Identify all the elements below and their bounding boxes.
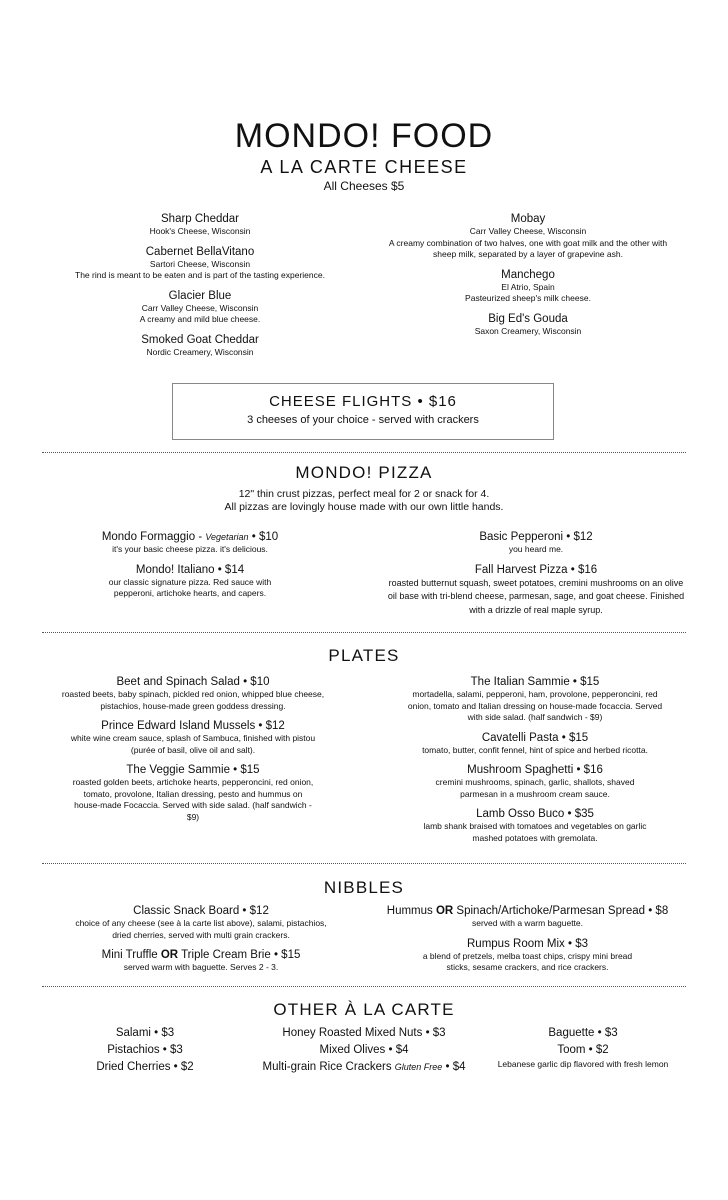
nibbles-heading: NIBBLES [323, 878, 405, 897]
pizza-intro-line: All pizzas are lovingly house made with our own little hands. [224, 501, 504, 513]
menu-item-name: Salami • $3 [115, 1027, 175, 1039]
menu-item [48, 675, 338, 712]
cheese-flights-title: CHEESE FLIGHTS • $16 [269, 393, 457, 410]
menu-item-name: Baguette • $3 [548, 1027, 618, 1039]
menu-item-name: Mushroom Spaghetti • $16 [467, 764, 603, 776]
cheese-flights-box [172, 383, 554, 440]
menu-item-desc: roasted beets, baby spinach, pickled red onion, whipped blue cheese, pistachios, house-made green goddess dressing. [61, 689, 325, 711]
menu-item-name: Fall Harvest Pizza • $16 [474, 563, 598, 576]
menu-item-name: Honey Roasted Mixed Nuts • $3 [282, 1027, 446, 1039]
menu-item-desc: served with a warm baguette. [471, 918, 584, 928]
menu-item-title: Spinach/Artichoke/Parmesan Spread • $8 [453, 905, 669, 917]
other-col-3 [488, 1025, 678, 1071]
cheese-name: Smoked Goat Cheddar [141, 333, 259, 346]
menu-item-title: Mini Truffle [101, 949, 161, 961]
cheese-maker: Hook's Cheese, Wisconsin [149, 226, 251, 236]
menu-item [400, 807, 670, 844]
cheese-name: Big Ed's Gouda [488, 312, 568, 325]
cheese-item [388, 312, 668, 338]
menu-item-name [370, 904, 685, 918]
nibbles-right-column [370, 904, 685, 981]
menu-item-title: Mondo Formaggio - [101, 531, 206, 543]
cheese-price-note: All Cheeses $5 [323, 179, 405, 193]
cheese-name: Glacier Blue [168, 289, 232, 302]
pizza-heading: MONDO! PIZZA [295, 463, 433, 482]
menu-item-title: Triple Cream Brie • $15 [178, 949, 301, 961]
menu-item [90, 530, 290, 556]
divider [42, 863, 686, 864]
menu-item-desc: our classic signature pizza. Red sauce with pepperoni, artichoke hearts, and capers. [108, 576, 272, 598]
cheese-name: Manchego [501, 268, 555, 281]
cheese-desc: A creamy and mild blue cheese. [139, 314, 261, 324]
menu-item-name: Prince Edward Island Mussels • $12 [101, 720, 285, 732]
cheese-desc: Pasteurized sheep's milk cheese. [465, 293, 591, 303]
menu-item-desc: roasted butternut squash, sweet potatoes, cremini mushrooms on an olive oil base with tri-blend cheese, parmesan, sage, and goat cheese. Finished with a drizzle of real maple syrup. [387, 577, 685, 615]
menu-item-desc: you heard me. [508, 544, 564, 554]
cheese-left-column [60, 212, 340, 365]
cheese-maker: Carr Valley Cheese, Wisconsin [469, 226, 587, 236]
menu-item-name: Mondo! Italiano • $14 [135, 563, 245, 576]
page-title: MONDO! FOOD [234, 117, 494, 155]
or-label: OR [435, 905, 454, 917]
dietary-note: Vegetarian [205, 532, 249, 542]
menu-item-desc: cremini mushrooms, spinach, garlic, shallots, shaved parmesan in a mushroom cream sauce. [435, 777, 635, 799]
cheese-item [60, 333, 340, 359]
or-label: OR [160, 949, 179, 961]
menu-item-name: Rumpus Room Mix • $3 [467, 937, 588, 950]
menu-item [400, 731, 670, 757]
menu-item-name: The Italian Sammie • $15 [470, 676, 600, 688]
cheese-maker: Carr Valley Cheese, Wisconsin [141, 302, 259, 313]
menu-item-name: Pistachios • $3 [107, 1044, 183, 1056]
menu-item-desc: choice of any cheese (see à la carte list above), salami, pistachios, dried cherries, served with multi grain crackers. [75, 918, 327, 940]
menu-item [48, 763, 338, 823]
plates-heading: PLATES [328, 646, 400, 665]
menu-item-name: The Veggie Sammie • $15 [126, 764, 260, 776]
cheese-item [60, 212, 340, 238]
dietary-note: Gluten Free [394, 1062, 443, 1072]
cheese-item [388, 212, 668, 261]
menu-item-name: Basic Pepperoni • $12 [479, 531, 593, 543]
menu-item-price: • $4 [442, 1061, 466, 1073]
cheese-item [60, 245, 340, 282]
menu-item-name: Beet and Spinach Salad • $10 [116, 676, 270, 688]
cheese-item [60, 289, 340, 326]
cheese-maker: Saxon Creamery, Wisconsin [474, 325, 582, 336]
divider [42, 452, 686, 453]
menu-item [386, 563, 686, 618]
menu-item [400, 675, 670, 724]
pizza-left-column [90, 530, 290, 607]
cheese-item [388, 268, 668, 305]
divider [42, 986, 686, 987]
menu-item [370, 937, 685, 974]
menu-item-name: Mixed Olives • $4 [319, 1044, 409, 1056]
cheese-maker: Sartori Cheese, Wisconsin [149, 258, 251, 269]
cheese-name: Mobay [510, 213, 546, 225]
menu-item-desc: white wine cream sauce, splash of Sambuca, finished with pistou (purée of basil, olive oil and salt). [70, 733, 316, 755]
other-col-1 [70, 1025, 220, 1076]
other-col-2 [254, 1025, 474, 1076]
menu-item [400, 763, 670, 800]
menu-item-desc: roasted golden beets, artichoke hearts, pepperoncini, red onion, tomato, provolone, Italian dressing, pesto and hummus on house-made Focaccia. Served with side salad. (half sandwich - $9) [72, 777, 314, 822]
menu-item-desc: tomato, butter, confit fennel, hint of spice and herbed ricotta. [422, 744, 648, 755]
menu-item-name [254, 1059, 474, 1076]
menu-item-desc: it's your basic cheese pizza. it's delicious. [112, 544, 268, 554]
menu-item-name [90, 530, 290, 544]
menu-item-title: Multi-grain Rice Crackers [262, 1061, 395, 1073]
nibbles-left-column [66, 904, 336, 981]
cheese-flights-desc: 3 cheeses of your choice - served with crackers [247, 414, 479, 426]
menu-item-name: Classic Snack Board • $12 [133, 905, 269, 917]
plates-right-column [400, 675, 670, 851]
menu-item-title: Hummus [386, 905, 436, 917]
plates-left-column [48, 675, 338, 830]
menu-item-name: Cavatelli Pasta • $15 [481, 731, 589, 744]
cheese-right-column [388, 212, 668, 344]
pizza-right-column [386, 530, 686, 624]
menu-item [66, 948, 336, 974]
other-heading: OTHER À LA CARTE [273, 1000, 455, 1019]
menu-item [90, 563, 290, 600]
menu-item-desc: served warm with baguette. Serves 2 - 3. [123, 962, 279, 972]
cheese-desc: A creamy combination of two halves, one with goat milk and the other with sheep milk, separated by a layer of grapevine ash. [388, 237, 668, 259]
divider [42, 632, 686, 633]
menu-item-desc: lamb shank braised with tomatoes and vegetables on garlic mashed potatoes with gremolata. [423, 821, 647, 843]
cheese-desc: The rind is meant to be eaten and is part of the tasting experience. [75, 270, 325, 280]
menu-item [66, 904, 336, 941]
menu-item-desc: a blend of pretzels, melba toast chips, crispy mini bread sticks, sesame crackers, and rice crackers. [422, 950, 633, 972]
cheese-maker: El Atrio, Spain [501, 281, 555, 292]
menu-item-name: Lamb Osso Buco • $35 [476, 808, 594, 820]
cheese-maker: Nordic Creamery, Wisconsin [146, 346, 254, 357]
menu-item-desc: mortadella, salami, pepperoni, ham, provolone, pepperoncini, red onion, tomato and Italian dressing on house-made focaccia. Served with side salad. (half sandwich - $9) [407, 689, 663, 722]
menu-item [48, 719, 338, 756]
menu-item-price: • $10 [248, 531, 279, 543]
menu-item-name [66, 948, 336, 962]
pizza-intro-line: 12" thin crust pizzas, perfect meal for 2 or snack for 4. [238, 488, 490, 500]
menu-item-name: Dried Cherries • $2 [96, 1061, 194, 1073]
menu-item-desc: Lebanese garlic dip flavored with fresh lemon [497, 1059, 669, 1069]
cheese-name: Cabernet BellaVitano [145, 245, 255, 258]
pizza-intro [0, 488, 728, 514]
section-subtitle: A LA CARTE CHEESE [260, 157, 468, 177]
menu-item [370, 904, 685, 930]
cheese-name: Sharp Cheddar [161, 213, 239, 225]
menu-item [386, 530, 686, 556]
menu-item-name: Toom • $2 [557, 1044, 609, 1056]
